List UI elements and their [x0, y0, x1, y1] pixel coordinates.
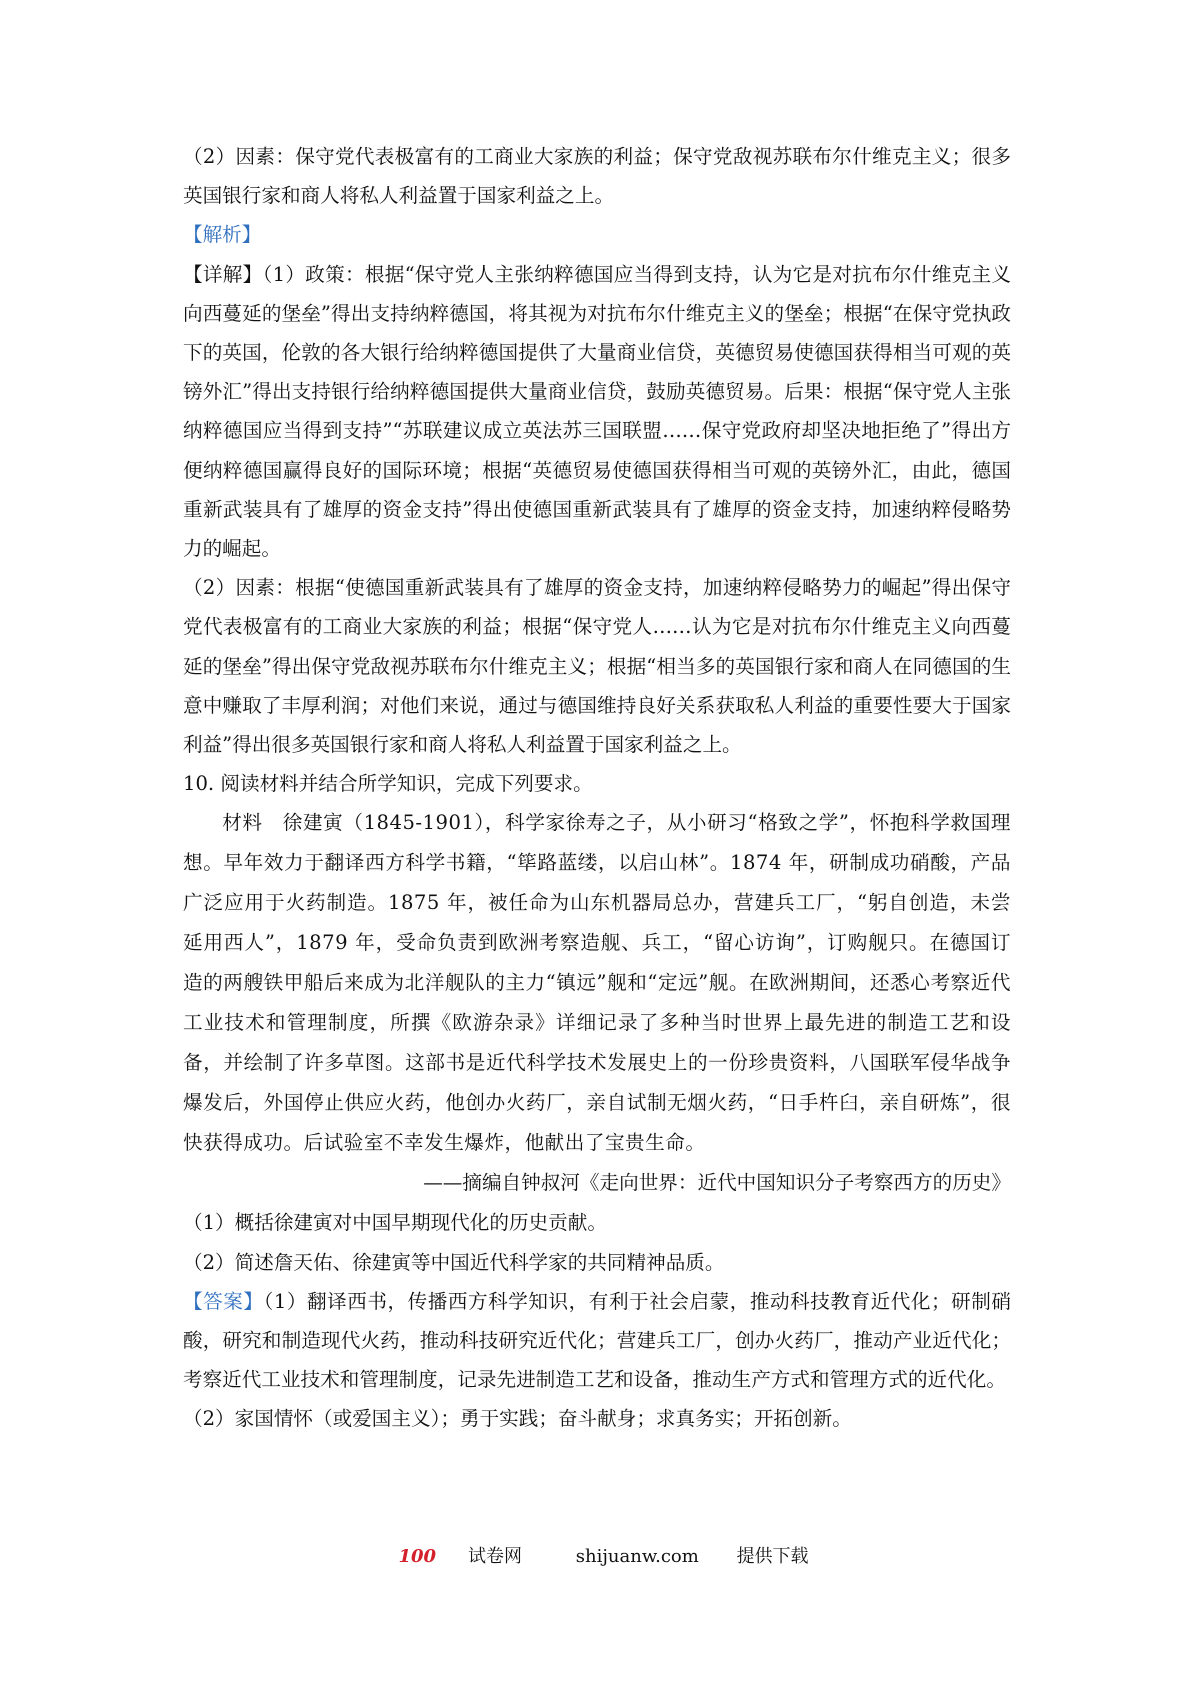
question10-sub1: （1）概括徐建寅对中国早期现代化的历史贡献。 [183, 1211, 607, 1235]
page-footer [0, 1544, 1191, 1570]
detail-part2: （2）因素：根据“使德国重新武装具有了雄厚的资金支持，加速纳粹侵略势力的崛起”得出保守党代表极富有的工商业大家族的利益；根据“保守党人……认为它是对抗布尔什维克主义向西蔓延的堡垒”得出保守党敌视苏联布尔什维克主义；根据“相当多的英国银行家和商人在同德国的生意中赚取了丰厚利润；对他们来说，通过与德国维持良好关系获取私人利益的重要性要大于国家利益”得出很多英国银行家和商人将私人利益置于国家利益之上。 [183, 576, 1011, 757]
answer9-part2: （2）因素：保守党代表极富有的工商业大家族的利益；保守党敌视苏联布尔什维克主义；很多英国银行家和商人将私人利益置于国家利益之上。 [183, 145, 1011, 208]
analysis-heading [183, 215, 1011, 254]
material-block [183, 803, 1011, 1203]
logo-text: 试卷网 [468, 1546, 523, 1567]
footer-logo [382, 1546, 538, 1567]
detail-part1: （1）政策：根据“保守党人主张纳粹德国应当得到支持，认为它是对抗布尔什维克主义向西蔓延的堡垒”得出支持纳粹德国，将其视为对抗布尔什维克主义的堡垒；根据“在保守党执政下的英国，伦敦的各大银行给纳粹德国提供了大量商业信贷，英德贸易使德国获得相当可观的英镑外汇”得出支持银行给纳粹德国提供大量商业信贷，鼓励英德贸易。后果：根据“保守党人主张纳粹德国应当得到支持”“苏联建议成立英法苏三国联盟……保守党政府却坚决地拒绝了”得出方便纳粹德国赢得良好的国际环境；根据“英德贸易使德国获得相当可观的英镑外汇，由此，德国重新武装具有了雄厚的资金支持”得出使德国重新武装具有了雄厚的资金支持，加速纳粹侵略势力的崛起。 [183, 262, 1012, 561]
question10-title: 10. 阅读材料并结合所学知识，完成下列要求。 [183, 772, 593, 796]
footer-note: 提供下载 [736, 1546, 809, 1567]
material-source: ——摘编自钟叔河《走向世界：近代中国知识分子考察西方的历史》 [423, 1171, 1011, 1195]
detail-tag: 【详解】 [183, 262, 263, 286]
analysis-tag: 【解析】 [183, 223, 262, 247]
logo-number: 100 [398, 1546, 437, 1567]
detail-part1-paragraph [183, 255, 1011, 569]
answer10-part2: （2）家国情怀（或爱国主义）；勇于实践；奋斗献身；求真务实；开拓创新。 [183, 1407, 852, 1431]
material-text: 材料 徐建寅（1845-1901），科学家徐寿之子，从小研习“格致之学”，怀抱科学救国理想。早年效力于翻译西方科学书籍，“筚路蓝缕，以启山林”。1874 年，研制成功硝酸，产品广泛应用于火药制造。1875 年，被任命为山东机器局总办，营建兵工厂，“躬自创造，未尝延用西人”，1879 年，受命负责到欧洲考察造舰、兵工，“留心访询”，订购舰只。在德国订造的两艘铁甲船后来成为北洋舰队的主力“镇远”舰和“定远”舰。在欧洲期间，还悉心考察近代工业技术和管理制度，所撰《欧游杂录》详细记录了多种当时世界上最先进的制造工艺和设备，并绘制了许多草图。这部书是近代科学技术发展史上的一份珍贵资料，八国联军侵华战争爆发后，外国停止供应火药，他创办火药厂，亲自试制无烟火药，“日手杵臼，亲自研炼”，很快获得成功。后试验室不幸发生爆炸，他献出了宝贵生命。 [183, 811, 1011, 1155]
document-page [183, 137, 1011, 1439]
footer-site: shijuanw.com [575, 1546, 699, 1567]
answer10-part1: （1）翻译西书，传播西方科学知识，有利于社会启蒙，推动科技教育近代化；研制硝酸，研究和制造现代火药，推动科技研究近代化；营建兵工厂，创办火药厂，推动产业近代化；考察近代工业技术和管理制度，记录先进制造工艺和设备，推动生产方式和管理方式的近代化。 [183, 1289, 1012, 1392]
answer10-part1-paragraph [183, 1282, 1011, 1400]
answer-tag: 【答案】 [183, 1289, 264, 1313]
question10-sub2: （2）简述詹天佑、徐建寅等中国近代科学家的共同精神品质。 [183, 1250, 725, 1274]
